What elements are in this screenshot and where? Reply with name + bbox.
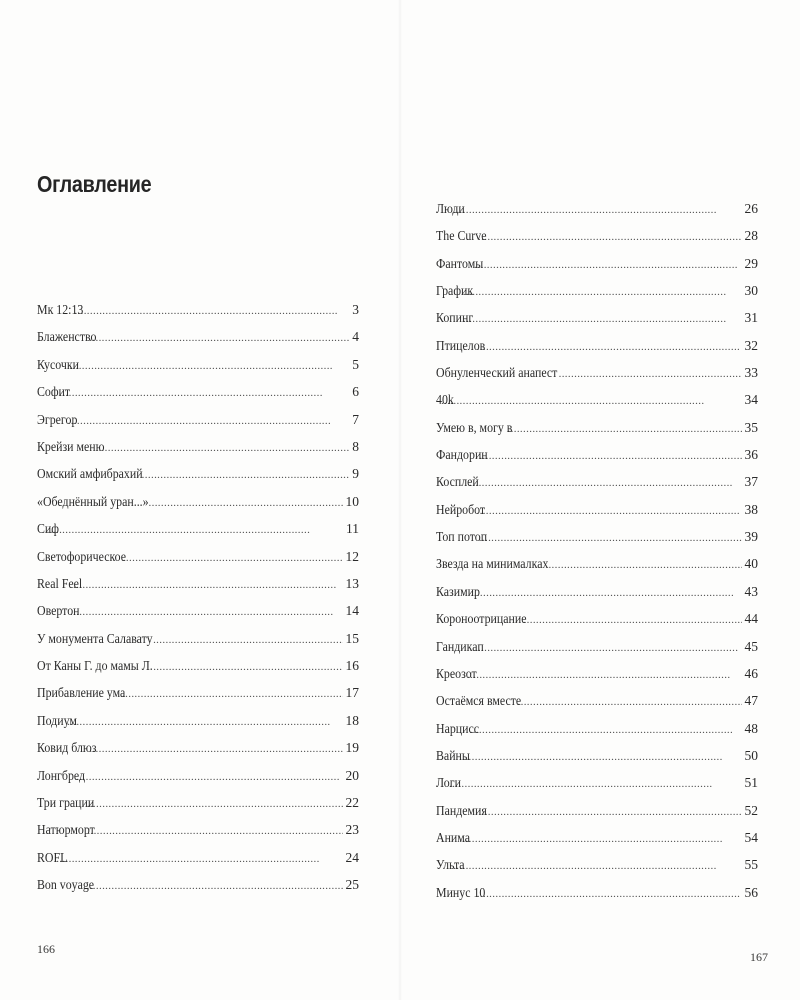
toc-entry-page: 8 [352,438,359,454]
toc-entry-page: 48 [744,720,758,736]
toc-entry-title: Казимир [436,583,480,599]
toc-entry [37,734,359,761]
toc-entry-title: У монумента Салавату [37,630,153,646]
toc-entry-page: 40 [744,556,758,572]
toc-entry [37,789,359,816]
toc-entry-title: Лонгбред [37,767,86,783]
toc-entry-title: Три грации [37,795,95,811]
toc-entry [37,296,359,323]
dot-leader [441,388,742,413]
toc-entry-page: 30 [744,283,758,299]
toc-entry-title: Фантомы [436,255,484,271]
toc-entry-title: 40k [436,392,454,408]
toc-entry-title: ROFL [37,849,68,865]
toc-entry [436,660,758,687]
toc-entry [37,378,359,405]
toc-entry [436,441,758,468]
toc-entry [436,359,758,386]
dot-leader [479,799,742,824]
toc-entry-page: 16 [345,658,359,674]
toc-entry-title: Пандемия [436,802,487,818]
dot-leader [73,572,342,597]
toc-entry [436,222,758,249]
toc-entry [37,515,359,542]
page-number-right: 167 [750,950,768,964]
toc-entry [37,762,359,789]
toc-entry [436,687,758,714]
toc-entry-page: 25 [345,877,359,893]
toc-entry-page: 22 [345,795,359,811]
toc-entry [436,277,758,304]
dot-leader [459,744,741,769]
toc-entry-page: 54 [744,829,758,845]
toc-entry-page: 33 [744,365,758,381]
toc-entry-title: Логи [436,775,461,791]
toc-entry-page: 18 [345,712,359,728]
toc-entry [37,488,359,515]
toc-entry [436,550,758,577]
toc-entry [436,851,758,878]
toc-entry-title: Остаёмся вместе [436,693,522,709]
dot-leader [524,607,742,632]
toc-entry [37,351,359,378]
toc-entry-page: 50 [744,747,758,763]
toc-entry-title: От Каны Г. до мамы Л. [37,658,153,674]
toc-entry-title: Фандорин [436,447,488,463]
dot-leader [548,552,741,577]
dot-leader [474,252,741,277]
toc-entry-page: 44 [744,611,758,627]
toc-entry-title: Овертон [37,603,80,619]
dot-leader [479,525,742,550]
toc-entry-title: Копинг [436,310,474,326]
dot-leader [459,826,741,851]
toc-entry-title: Анима [436,829,471,845]
toc-entry [436,386,758,413]
dot-leader [70,599,343,624]
toc-entry-page: 39 [744,529,758,545]
toc-entry-page: 32 [744,337,758,353]
toc-entry-page: 43 [744,583,758,599]
toc-entry [37,570,359,597]
toc-entry-title: Натюрморт [37,822,95,838]
toc-entry-page: 7 [352,411,359,427]
toc-entry [436,195,758,222]
dot-leader [122,681,342,706]
toc-entry [436,633,758,660]
toc-entry-page: 52 [744,802,758,818]
toc-entry-page: 26 [744,201,758,216]
toc-entry-title: Кусочки [37,356,79,372]
dot-leader [87,818,342,843]
toc-entry [436,879,758,906]
dot-leader [123,545,343,570]
toc-entry-title: Мк 12:13 [37,302,84,317]
toc-entry-title: Ковид блюз [37,740,97,756]
toc-list-right [436,195,758,906]
page-title: Оглавление [37,171,152,197]
dot-leader [69,353,349,378]
dot-leader [449,771,741,796]
toc-entry-title: «Обеднённый уран...» [37,493,149,509]
dot-leader [89,736,342,761]
page-number-left: 166 [37,942,55,956]
toc-entry [436,769,758,796]
toc-entry-title: Ульта [436,857,465,873]
dot-leader [477,881,742,906]
toc-entry-page: 24 [345,849,359,865]
toc-entry-page: 4 [352,329,359,345]
toc-entry-page: 31 [744,310,758,326]
dot-leader [47,517,343,542]
toc-entry [436,605,758,632]
toc-entry-page: 13 [345,575,359,591]
toc-entry-page: 12 [345,548,359,564]
toc-entry [37,844,359,871]
toc-entry [436,250,758,277]
toc-entry-page: 47 [744,693,758,709]
toc-entry-page: 28 [744,228,758,244]
toc-entry-page: 45 [744,638,758,654]
dot-leader [87,873,343,898]
dot-leader [477,498,742,523]
toc-entry-page: 56 [744,884,758,900]
dot-leader [76,764,342,789]
dot-leader [87,791,343,816]
dot-leader [470,717,742,742]
dot-leader [479,443,741,468]
toc-entry-page: 17 [345,685,359,701]
right-page [400,0,800,1000]
toc-entry-title: Умею в, могу в [436,419,513,435]
dot-leader [56,846,342,871]
dot-leader [98,435,349,460]
toc-entry [436,304,758,331]
toc-entry [436,715,758,742]
toc-entry [436,523,758,550]
toc-entry-title: Блаженство [37,329,97,345]
dot-leader [453,853,741,878]
toc-entry-page: 23 [345,822,359,838]
toc-entry-title: Светофорическое [37,548,126,564]
dot-leader [149,490,343,515]
toc-entry-page: 34 [744,392,758,408]
toc-list-left [37,296,359,899]
toc-entry-page: 10 [345,493,359,509]
toc-entry-title: Эгрегор [37,411,78,427]
toc-entry-title: Креозот [436,665,477,681]
toc-entry [37,597,359,624]
toc-entry [37,433,359,460]
dot-leader [153,627,342,652]
dot-leader [59,380,349,405]
toc-entry-title: Короноотрицание [436,611,527,627]
dot-leader [68,408,350,433]
dot-leader [518,689,742,714]
toc-entry-page: 51 [744,775,758,791]
toc-entry [436,824,758,851]
toc-entry [37,406,359,433]
toc-entry [37,816,359,843]
toc-entry-title: Прибавление ума [37,685,126,701]
dot-leader [467,662,742,687]
dot-leader [559,361,742,386]
dot-leader [453,197,741,222]
toc-entry-title: Нарцисс [436,720,480,736]
dot-leader [153,654,342,679]
toc-entry-page: 11 [346,521,359,537]
dot-leader [477,334,742,359]
toc-entry-page: 19 [345,740,359,756]
toc-entry-page: 20 [345,767,359,783]
toc-entry-title: Косплей [436,474,479,490]
toc-entry-title: Подиум [37,712,77,728]
toc-entry [37,323,359,350]
toc-entry-title: Вайны [436,747,470,763]
toc-entry-page: 29 [744,255,758,271]
dot-leader [463,306,742,331]
toc-entry [37,543,359,570]
toc-entry-page: 5 [352,356,359,372]
toc-entry-page: 55 [744,857,758,873]
toc-entry [436,742,758,769]
toc-entry [37,460,359,487]
toc-entry-title: Люди [436,201,465,216]
toc-entry [37,625,359,652]
dot-leader [508,416,742,441]
toc-entry-page: 9 [352,466,359,482]
toc-entry-title: Птицелов [436,337,486,353]
toc-entry-title: График [436,283,474,299]
toc-entry [37,679,359,706]
toc-entry [37,652,359,679]
toc-entry-title: Сиф [37,521,59,537]
toc-entry-title: The Curve [436,228,487,244]
dot-leader [89,325,349,350]
toc-entry-page: 35 [744,419,758,435]
toc-entry-title: Обнуленческий анапест [436,365,558,381]
dot-leader [471,580,742,605]
toc-entry-page: 14 [345,603,359,619]
toc-entry-title: Гандикап [436,638,484,654]
toc-entry-page: 37 [744,474,758,490]
toc-entry-page: 36 [744,447,758,463]
toc-entry-title: Топ потоп [436,529,488,545]
toc-entry-page: 46 [744,665,758,681]
dot-leader [463,279,742,304]
toc-entry [37,707,359,734]
toc-entry-title: Bon voyage [37,877,95,893]
toc-entry-title: Звезда на минималках [436,556,549,572]
toc-entry [436,578,758,605]
toc-entry [436,797,758,824]
toc-entry-page: 15 [345,630,359,646]
toc-entry-page: 6 [352,384,359,400]
toc-entry [436,332,758,359]
toc-entry-title: Софит [37,384,71,400]
toc-entry-title: Омский амфибрахий [37,466,143,482]
toc-entry-page: 3 [352,302,359,317]
toc-entry [436,496,758,523]
dot-leader [475,635,742,660]
toc-entry [37,871,359,898]
dot-leader [74,298,349,323]
dot-leader [142,462,350,487]
toc-entry-title: Минус 10 [436,884,486,900]
toc-entry-title: Нейробот [436,501,486,517]
dot-leader [469,470,741,495]
toc-entry-title: Real Feel [37,575,83,591]
toc-entry-page: 38 [744,501,758,517]
dot-leader [67,709,342,734]
dot-leader [478,224,741,249]
toc-entry-title: Крейзи меню [37,438,105,454]
toc-entry [436,414,758,441]
toc-entry [436,468,758,495]
